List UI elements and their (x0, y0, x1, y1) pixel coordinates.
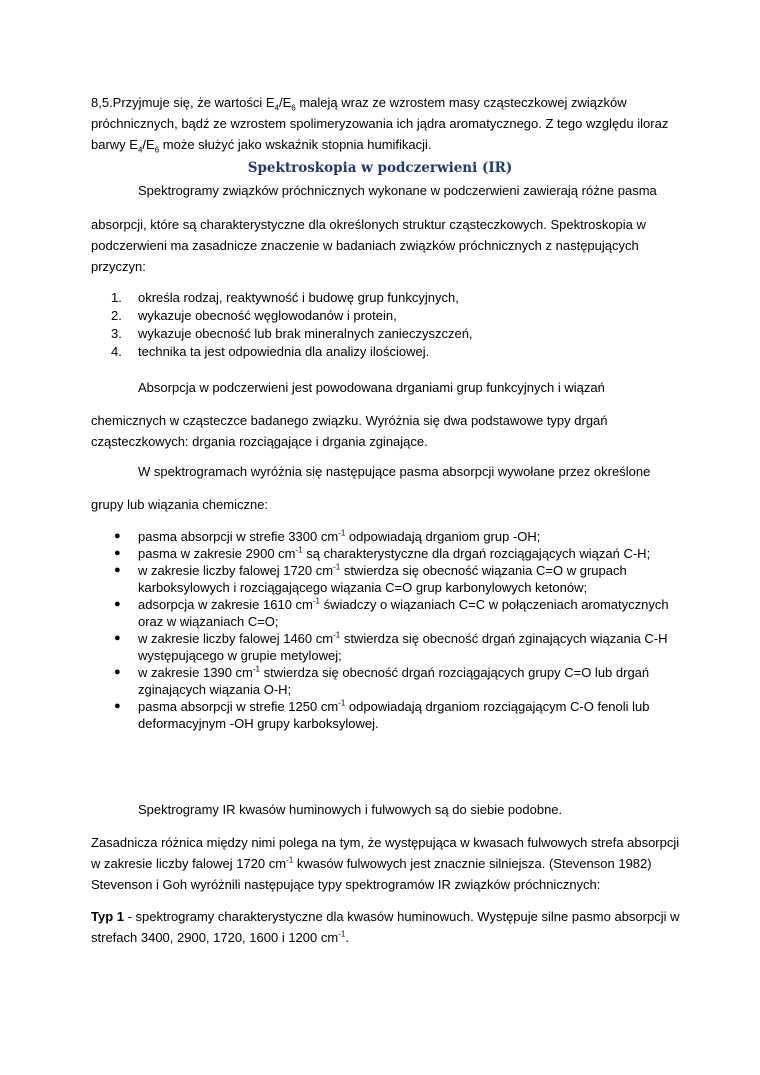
list-item: ● w zakresie liczby falowej 1720 $cm^{-1}$ stwierdza się obecność wiązania C=O w grupach karboksylowych i rozciągającego wiązania C=O grup karbonylowych ketonów; (114, 562, 627, 595)
list-item: 2. wykazuje obecność węglowodanów i protein, (111, 308, 397, 323)
bullet-icon: ● (114, 598, 121, 610)
list-item: ● pasma absorpcji w strefie 3300 $cm^{-1}$ odpowiadają drganiom grup -OH; (114, 528, 541, 544)
paragraph-absorption-line: Absorpcja w podczerwieni jest powodowana drganiami grup funkcyjnych i wiązań (138, 380, 605, 395)
bullet-icon: ● (114, 700, 121, 712)
bullet-icon: ● (114, 547, 121, 559)
section-heading: Spektroskopia w podczerwieni (IR) (247, 160, 513, 176)
paragraph-intro: absorpcji, które są charakterystyczne dla określonych struktur cząsteczkowych. Spektroskopia w podczerwieni ma zasadnicze znaczenie w badaniach związków próchnicznych z następujących przyczyn: (91, 217, 646, 274)
list-item: ● w zakresie 1390 $cm^{-1}$ stwierdza się obecność drgań rozciągających grupy C=O lub drgań zginających wiązania O-H; (114, 664, 650, 697)
list-item: 1. określa rodzaj, reaktywność i budowę grup funkcyjnych, (111, 290, 459, 305)
reasons-list (91, 289, 671, 361)
bullet-icon: ● (114, 530, 121, 542)
list-item: ● pasma w zakresie 2900 $cm^{-1}$ są charakterystyczne dla drgań rozciągających wiązań C-H; (114, 545, 651, 561)
bands-list (91, 528, 671, 732)
paragraph-bands-line: W spektrogramach wyróżnia się następujące pasma absorpcji wywołane przez określone (138, 464, 651, 479)
list-item: ● adsorpcja w zakresie 1610 $cm^{-1}$ świadczy o wiązaniach C=C w połączeniach aromatycznych oraz w wiązaniach C=O; (114, 596, 669, 629)
paragraph-difference: Zasadnicza różnica między nimi polega na tym, że występująca w kwasach fulwowych strefa absorpcji w zakresie liczby falowej 1720 $cm^{-1}$ kwasów fulwowych jest znacznie silniejsza. (Stevenson 1982) Stevenson i Goh wyróżnili następujące typy spektrogramów IR związków próchnicznych: (91, 835, 680, 892)
list-item: 3. wykazuje obecność lub brak mineralnych zanieczyszczeń, (111, 326, 473, 341)
paragraph-bands: grupy lub wiązania chemiczne: (91, 497, 269, 512)
paragraph-intro-line: Spektrogramy związków próchnicznych wykonane w podczerwieni zawierają różne pasma (138, 183, 657, 198)
paragraph-type-1: Typ 1 - spektrogramy charakterystyczne dla kwasów huminowuch. Występuje silne pasmo absorpcji w strefach 3400, 2900, 1720, 1600 i 1200 $cm^{-1}$. (91, 909, 680, 945)
list-item: ● pasma absorpcji w strefie 1250 $cm^{-1}$ odpowiadają drganiom rozciągającym C-O fenoli lub deformacyjnym -OH grupy karboksylowej. (114, 698, 650, 731)
bullet-icon: ● (114, 564, 121, 576)
paragraph-e4-e6: 8,5.Przyjmuje się, że wartości $E_4/E_6$ maleją wraz ze wzrostem masy cząsteczkowej związków próchnicznych, bądź ze wzrostem spolimeryzowania ich jądra aromatycznego. Z tego względu iloraz barwy $E_4/E_6$ może służyć jako wskaźnik stopnia humifikacji. (91, 95, 669, 155)
paragraph-absorption: chemicznych w cząsteczce badanego związku. Wyróżnia się dwa podstawowe typy drgań cząsteczkowych: drgania rozciągające i drgania zginające. (91, 413, 608, 449)
paragraph-similarity: Spektrogramy IR kwasów huminowych i fulwowych są do siebie podobne. (138, 802, 563, 817)
bullet-icon: ● (114, 632, 121, 644)
bullet-icon: ● (114, 666, 121, 678)
list-item: 4. technika ta jest odpowiednia dla analizy ilościowej. (111, 344, 430, 359)
list-item: ● w zakresie liczby falowej 1460 $cm^{-1}$ stwierdza się obecność drgań zginających wiązania C-H występującego w grupie metylowej; (114, 630, 668, 663)
